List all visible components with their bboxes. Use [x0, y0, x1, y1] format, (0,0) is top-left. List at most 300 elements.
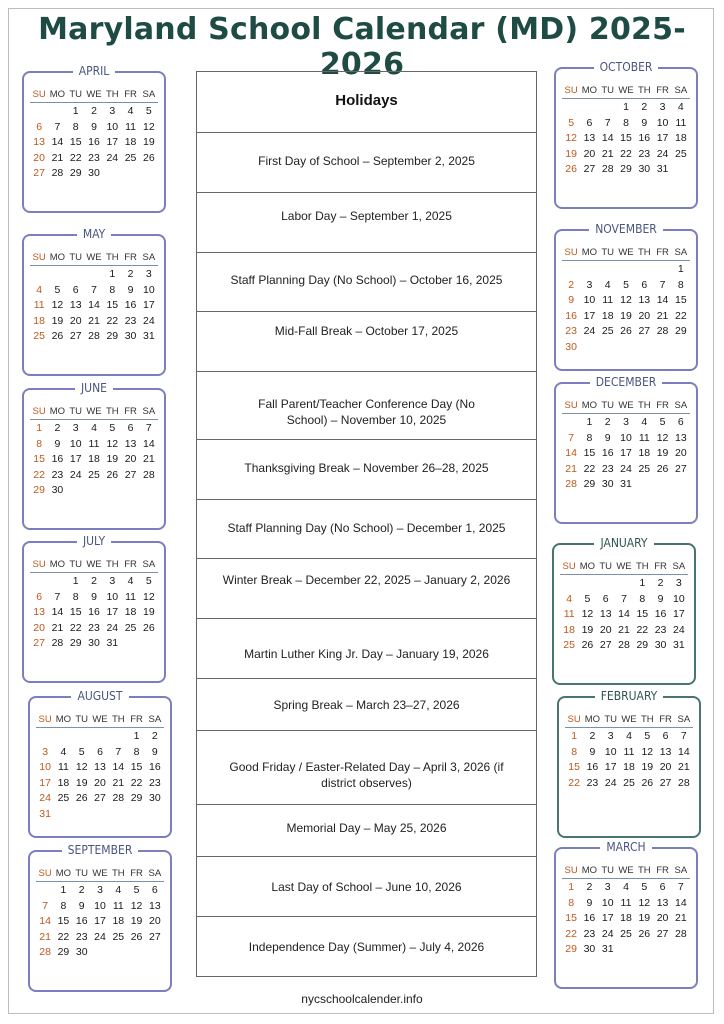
day-number: 30 — [638, 163, 651, 175]
weekday-header: TU — [599, 245, 617, 261]
weekday-header: MO — [583, 712, 601, 728]
day-number: 14 — [675, 896, 687, 909]
day-number: 19 — [581, 623, 594, 636]
holiday-row — [197, 500, 536, 559]
weekday-header: FR — [653, 863, 671, 879]
day-number: 6 — [662, 730, 669, 742]
day-number: 18 — [620, 912, 632, 924]
holiday-text: Memorial Day – May 25, 2026 — [286, 821, 447, 835]
holiday-row — [197, 805, 536, 857]
holiday-row — [197, 193, 536, 253]
holiday-text: Staff Planning Day (No School) – December 1, 2025 — [227, 521, 506, 535]
weekday-header: MO — [48, 250, 66, 266]
day-number: 9 — [586, 896, 593, 909]
month-name-label: OCTOBER — [594, 60, 659, 74]
day-number: 21 — [565, 462, 577, 475]
day-number: 18 — [563, 623, 575, 636]
day-number: 5 — [109, 422, 116, 434]
day-number: 16 — [51, 453, 64, 465]
day-number: 20 — [33, 151, 45, 164]
day-number: 8 — [133, 745, 140, 758]
day-number: 5 — [133, 884, 140, 896]
day-number: 12 — [565, 132, 577, 144]
day-number: 15 — [69, 136, 82, 148]
day-number: 21 — [618, 623, 630, 636]
empty-day-cell — [30, 104, 48, 120]
empty-day-cell — [48, 574, 66, 590]
day-number: 8 — [36, 437, 43, 450]
empty-day-cell — [54, 729, 72, 745]
month-name-label: FEBRUARY — [595, 689, 664, 703]
weekday-header: SA — [672, 863, 690, 879]
day-number: 23 — [654, 623, 667, 636]
weekday-header: FR — [127, 712, 145, 728]
weekday-header: TH — [635, 83, 653, 99]
weekday-header: SU — [565, 712, 583, 728]
day-number: 19 — [51, 314, 64, 327]
day-number: 29 — [636, 639, 649, 651]
weekday-header: FR — [653, 398, 671, 414]
day-number: 23 — [88, 621, 100, 634]
day-number: 25 — [57, 792, 70, 804]
day-number: 27 — [675, 462, 687, 475]
day-number: 28 — [51, 637, 64, 649]
empty-day-cell — [562, 100, 580, 116]
month-calendar-september — [28, 843, 172, 992]
day-number: 2 — [641, 101, 648, 113]
day-number: 13 — [638, 294, 651, 306]
day-number: 14 — [39, 915, 51, 927]
month-name-label: JULY — [77, 534, 111, 548]
day-number: 26 — [143, 151, 155, 164]
day-number: 22 — [620, 147, 632, 160]
month-name-label: MAY — [77, 227, 111, 241]
weekday-header: WE — [615, 559, 633, 575]
weekday-header: WE — [91, 712, 109, 728]
day-number: 2 — [127, 268, 134, 280]
day-number: 6 — [36, 120, 43, 133]
day-number: 29 — [69, 637, 82, 649]
day-number: 13 — [94, 761, 106, 773]
weekday-header: TU — [73, 866, 91, 882]
day-number: 1 — [36, 422, 43, 434]
day-number: 30 — [583, 943, 596, 955]
day-number: 3 — [109, 105, 116, 117]
day-number: 30 — [88, 167, 100, 179]
day-number: 18 — [112, 915, 125, 927]
day-number: 1 — [586, 416, 593, 428]
day-number: 12 — [656, 431, 669, 444]
day-number: 20 — [656, 912, 669, 924]
day-number: 25 — [124, 151, 137, 164]
holiday-text: Last Day of School – June 10, 2026 — [271, 880, 462, 894]
day-number: 30 — [75, 946, 88, 958]
day-number: 3 — [675, 577, 682, 589]
day-number: 13 — [149, 899, 161, 912]
day-number: 10 — [656, 116, 669, 129]
month-grid — [565, 712, 693, 791]
month-name — [30, 843, 170, 857]
weekday-header: SA — [672, 398, 690, 414]
day-number: 10 — [583, 294, 596, 306]
day-number: 1 — [72, 105, 79, 117]
day-number: 5 — [54, 283, 61, 296]
day-number: 29 — [69, 167, 82, 179]
day-number: 6 — [677, 416, 684, 428]
day-number: 25 — [623, 776, 635, 789]
day-number: 24 — [69, 468, 82, 481]
holiday-row — [197, 679, 536, 731]
day-number: 24 — [656, 147, 669, 160]
empty-day-cell — [562, 262, 580, 278]
day-number: 10 — [673, 592, 685, 605]
holiday-text: Thanksgiving Break – November 26–28, 2025 — [244, 461, 489, 475]
day-number: 15 — [568, 761, 580, 773]
day-number: 12 — [581, 608, 594, 620]
day-number: 14 — [88, 299, 100, 311]
day-number: 5 — [568, 116, 575, 129]
holiday-text: Fall Parent/Teacher Conference Day (No School) – November 10, 2025 — [258, 397, 475, 427]
day-number: 30 — [149, 792, 161, 804]
day-number: 22 — [675, 309, 687, 322]
day-number: 19 — [565, 147, 577, 160]
day-number: 24 — [601, 927, 614, 940]
month-calendar-november — [554, 222, 698, 371]
holiday-row — [197, 857, 536, 917]
weekday-header: MO — [48, 557, 66, 573]
day-number: 16 — [601, 447, 614, 459]
empty-day-cell — [85, 267, 103, 283]
month-grid — [562, 863, 690, 958]
day-number: 17 — [583, 309, 596, 322]
day-number: 1 — [72, 575, 79, 587]
holiday-text: Martin Luther King Jr. Day – January 19, 2026 — [244, 647, 489, 661]
day-number: 2 — [91, 105, 97, 117]
day-number: 26 — [641, 776, 654, 789]
day-number: 20 — [638, 309, 651, 322]
day-number: 3 — [42, 745, 49, 758]
day-number: 22 — [69, 621, 82, 634]
month-name-label: JANUARY — [594, 536, 653, 550]
month-name — [556, 840, 696, 854]
day-number: 21 — [656, 309, 669, 322]
day-number: 1 — [568, 881, 575, 893]
day-number: 24 — [620, 462, 632, 475]
weekday-header: FR — [121, 250, 139, 266]
day-number: 17 — [39, 776, 51, 789]
weekday-header: TU — [602, 712, 620, 728]
empty-day-cell — [30, 267, 48, 283]
day-number: 16 — [638, 132, 651, 144]
weekday-header: TH — [635, 245, 653, 261]
day-number: 15 — [33, 453, 45, 465]
day-number: 9 — [657, 592, 664, 605]
day-number: 12 — [130, 899, 143, 912]
weekday-header: TH — [109, 712, 127, 728]
empty-day-cell — [560, 576, 578, 592]
day-number: 12 — [51, 299, 64, 311]
day-number: 15 — [583, 447, 596, 459]
day-number: 22 — [636, 623, 649, 636]
weekday-header: SA — [672, 245, 690, 261]
day-number: 20 — [69, 314, 82, 327]
day-number: 9 — [641, 116, 648, 129]
day-number: 16 — [654, 608, 667, 620]
month-name-label: APRIL — [73, 64, 116, 78]
weekday-header: WE — [85, 250, 103, 266]
weekday-header: WE — [85, 557, 103, 573]
weekday-header: MO — [580, 398, 598, 414]
day-number: 23 — [583, 927, 596, 940]
weekday-header: MO — [48, 87, 66, 103]
day-number: 12 — [143, 590, 155, 603]
day-number: 10 — [143, 283, 155, 296]
day-number: 16 — [88, 606, 100, 618]
empty-day-cell — [67, 267, 85, 283]
day-number: 3 — [72, 422, 79, 434]
day-number: 20 — [599, 623, 612, 636]
day-number: 16 — [149, 761, 161, 773]
day-number: 17 — [106, 606, 119, 618]
day-number: 18 — [57, 776, 70, 789]
day-number: 26 — [75, 792, 88, 804]
weekday-header: FR — [653, 83, 671, 99]
day-number: 5 — [78, 745, 85, 758]
day-number: 16 — [75, 915, 88, 927]
month-calendar-january — [552, 536, 696, 685]
month-name — [24, 534, 164, 548]
day-number: 17 — [143, 299, 155, 311]
empty-day-cell — [580, 100, 598, 116]
day-number: 7 — [115, 745, 122, 758]
day-number: 5 — [584, 592, 591, 605]
month-calendar-april — [22, 64, 166, 213]
day-number: 24 — [39, 792, 51, 804]
month-calendar-august — [28, 689, 172, 838]
day-number: 17 — [94, 915, 106, 927]
day-number: 9 — [604, 431, 611, 444]
empty-day-cell — [653, 262, 671, 278]
day-number: 31 — [39, 807, 51, 820]
weekday-header: MO — [54, 712, 72, 728]
empty-day-cell — [617, 262, 635, 278]
day-number: 20 — [94, 776, 106, 789]
month-grid — [562, 83, 690, 178]
day-number: 22 — [33, 468, 45, 481]
day-number: 2 — [604, 416, 611, 428]
weekday-header: TH — [633, 559, 651, 575]
day-number: 27 — [659, 776, 672, 789]
day-number: 23 — [638, 147, 651, 160]
day-number: 27 — [94, 792, 106, 804]
day-number: 18 — [124, 606, 137, 618]
month-grid — [36, 866, 164, 961]
day-number: 26 — [638, 927, 651, 940]
weekday-header: MO — [580, 863, 598, 879]
day-number: 9 — [151, 745, 158, 758]
day-number: 8 — [109, 283, 116, 296]
day-number: 13 — [583, 132, 596, 144]
day-number: 18 — [601, 309, 614, 322]
day-number: 4 — [36, 283, 43, 296]
day-number: 23 — [88, 151, 100, 164]
day-number: 27 — [33, 637, 45, 649]
holiday-row — [197, 253, 536, 312]
day-number: 5 — [644, 730, 651, 742]
day-number: 11 — [33, 299, 45, 311]
day-number: 29 — [130, 792, 143, 804]
weekday-header: TH — [109, 866, 127, 882]
month-grid — [30, 557, 158, 652]
weekday-header: FR — [121, 404, 139, 420]
day-number: 9 — [54, 437, 61, 450]
day-number: 8 — [639, 592, 646, 605]
month-calendar-october — [554, 60, 698, 209]
holiday-text: Mid-Fall Break – October 17, 2025 — [274, 324, 459, 338]
weekday-header: TU — [67, 404, 85, 420]
day-number: 4 — [566, 592, 573, 605]
day-number: 18 — [124, 136, 137, 148]
day-number: 14 — [143, 437, 155, 450]
empty-day-cell — [615, 576, 633, 592]
weekday-header: TH — [635, 398, 653, 414]
day-number: 2 — [151, 730, 158, 742]
day-number: 3 — [586, 278, 593, 291]
month-name-label: MARCH — [600, 840, 651, 854]
weekday-header: FR — [653, 245, 671, 261]
weekday-header: TU — [599, 398, 617, 414]
page-title: Maryland School Calendar (MD) 2025-2026 — [38, 12, 686, 82]
day-number: 14 — [51, 136, 64, 148]
day-number: 16 — [88, 136, 100, 148]
empty-day-cell — [562, 415, 580, 431]
day-number: 5 — [145, 105, 152, 117]
weekday-header: SA — [140, 404, 158, 420]
month-grid — [30, 87, 158, 182]
day-number: 22 — [583, 462, 596, 475]
day-number: 6 — [586, 116, 593, 129]
day-number: 19 — [656, 447, 669, 459]
day-number: 6 — [659, 881, 666, 893]
holiday-row — [197, 312, 536, 372]
month-name — [556, 375, 696, 389]
day-number: 20 — [675, 447, 687, 459]
day-number: 11 — [125, 590, 137, 603]
day-number: 5 — [623, 278, 629, 291]
day-number: 13 — [659, 745, 672, 758]
weekday-header: FR — [121, 87, 139, 103]
weekday-header: WE — [617, 245, 635, 261]
month-grid — [30, 404, 158, 499]
day-number: 1 — [571, 730, 578, 742]
day-number: 4 — [91, 422, 97, 434]
month-name — [30, 689, 170, 703]
day-number: 27 — [656, 927, 669, 940]
day-number: 13 — [33, 136, 45, 148]
day-number: 11 — [602, 294, 614, 306]
weekday-header: TH — [103, 404, 121, 420]
day-number: 18 — [675, 132, 687, 144]
day-number: 21 — [601, 147, 614, 160]
weekday-header: MO — [578, 559, 596, 575]
day-number: 14 — [678, 745, 690, 758]
day-number: 3 — [145, 268, 152, 280]
weekday-header: TU — [67, 87, 85, 103]
day-number: 28 — [88, 330, 100, 342]
day-number: 26 — [106, 468, 119, 481]
day-number: 13 — [124, 437, 137, 450]
weekday-header: SU — [30, 87, 48, 103]
day-number: 3 — [623, 416, 629, 428]
weekday-header: TH — [635, 863, 653, 879]
empty-day-cell — [48, 104, 66, 120]
holiday-text: Staff Planning Day (No School) – October 16, 2025 — [230, 273, 503, 287]
day-number: 29 — [565, 943, 577, 955]
day-number: 11 — [125, 120, 137, 133]
day-number: 1 — [623, 101, 629, 113]
day-number: 28 — [112, 792, 125, 804]
day-number: 16 — [586, 761, 599, 773]
day-number: 21 — [51, 621, 64, 634]
weekday-header: SU — [36, 866, 54, 882]
month-name — [559, 689, 699, 703]
day-number: 27 — [599, 639, 612, 651]
day-number: 28 — [565, 478, 577, 490]
day-number: 25 — [638, 462, 651, 475]
day-number: 11 — [88, 437, 100, 450]
holiday-text: First Day of School – September 2, 2025 — [258, 154, 475, 168]
weekday-header: TH — [103, 557, 121, 573]
month-calendar-december — [554, 375, 698, 524]
weekday-header: SA — [140, 250, 158, 266]
day-number: 6 — [602, 592, 609, 605]
day-number: 21 — [39, 930, 51, 943]
day-number: 21 — [143, 453, 155, 465]
weekday-header: FR — [656, 712, 674, 728]
weekday-header: TU — [67, 250, 85, 266]
day-number: 2 — [589, 730, 596, 742]
day-number: 6 — [641, 278, 648, 291]
day-number: 24 — [94, 930, 106, 943]
day-number: 2 — [91, 575, 97, 587]
day-number: 5 — [659, 416, 666, 428]
empty-day-cell — [580, 262, 598, 278]
weekday-header: TU — [599, 83, 617, 99]
day-number: 7 — [568, 431, 575, 444]
day-number: 14 — [656, 294, 669, 306]
weekday-header: FR — [651, 559, 669, 575]
day-number: 12 — [620, 294, 632, 306]
weekday-header: TH — [103, 250, 121, 266]
weekday-header: SA — [140, 557, 158, 573]
day-number: 4 — [677, 101, 684, 113]
day-number: 29 — [583, 478, 596, 490]
day-number: 19 — [75, 776, 88, 789]
day-number: 9 — [78, 899, 85, 912]
day-number: 25 — [563, 639, 575, 651]
day-number: 11 — [638, 431, 650, 444]
day-number: 17 — [604, 761, 617, 773]
day-number: 8 — [677, 278, 684, 291]
day-number: 31 — [601, 943, 614, 955]
day-number: 30 — [51, 484, 64, 496]
holiday-row — [197, 731, 536, 805]
day-number: 24 — [604, 776, 617, 789]
day-number: 27 — [149, 930, 161, 943]
day-number: 27 — [124, 468, 137, 481]
day-number: 28 — [39, 946, 51, 958]
day-number: 13 — [69, 299, 82, 311]
